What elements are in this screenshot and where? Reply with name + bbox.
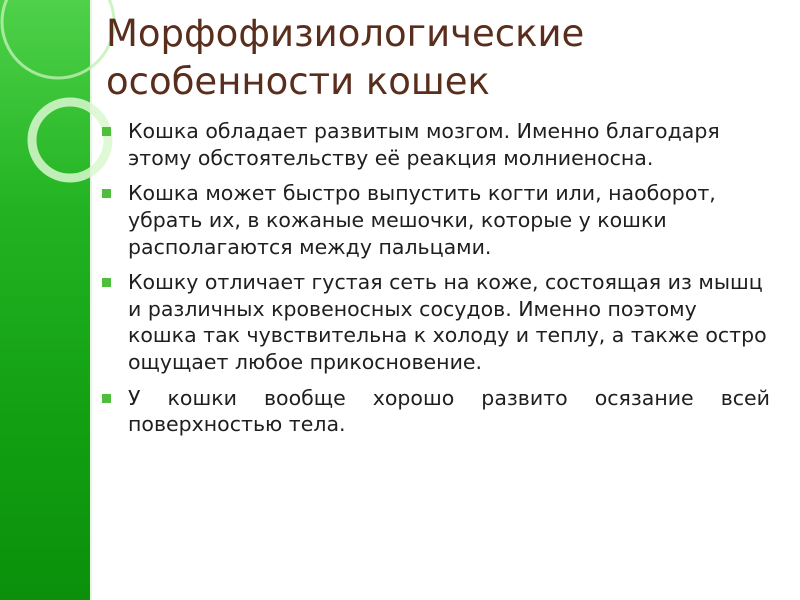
bullet-text: У кошки вообще хорошо развито осязание всей поверхностью тела.: [128, 385, 770, 437]
bullet-text: Кошка может быстро выпустить когти или, наоборот, убрать их, в кожаные мешочки, которые у кошки располагаются между пальцами.: [128, 181, 716, 259]
large-decor-circle: [2, 0, 114, 78]
square-bullet-icon: [102, 394, 111, 403]
bullet-list: [102, 118, 770, 447]
square-bullet-icon: [102, 278, 111, 287]
bullet-item: [102, 118, 770, 171]
title-line-2: особенности кошек: [106, 60, 490, 104]
decorative-circles: [0, 0, 110, 220]
bullet-item: [102, 269, 770, 376]
slide-title: [106, 10, 766, 106]
bullet-text: Кошку отличает густая сеть на коже, состоящая из мышц и различных кровеносных сосудов. Именно поэтому кошка так чувствительна к холоду и теплу, а также остро ощущает любое прикосновение.: [128, 270, 767, 375]
small-decor-ring: [32, 102, 108, 178]
square-bullet-icon: [102, 189, 111, 198]
bullet-item: [102, 385, 770, 438]
bullet-text: Кошка обладает развитым мозгом. Именно благодаря этому обстоятельству её реакция молниеносна.: [128, 119, 720, 170]
square-bullet-icon: [102, 127, 111, 136]
title-line-1: Морфофизиологические: [106, 12, 585, 55]
bullet-item: [102, 180, 770, 260]
